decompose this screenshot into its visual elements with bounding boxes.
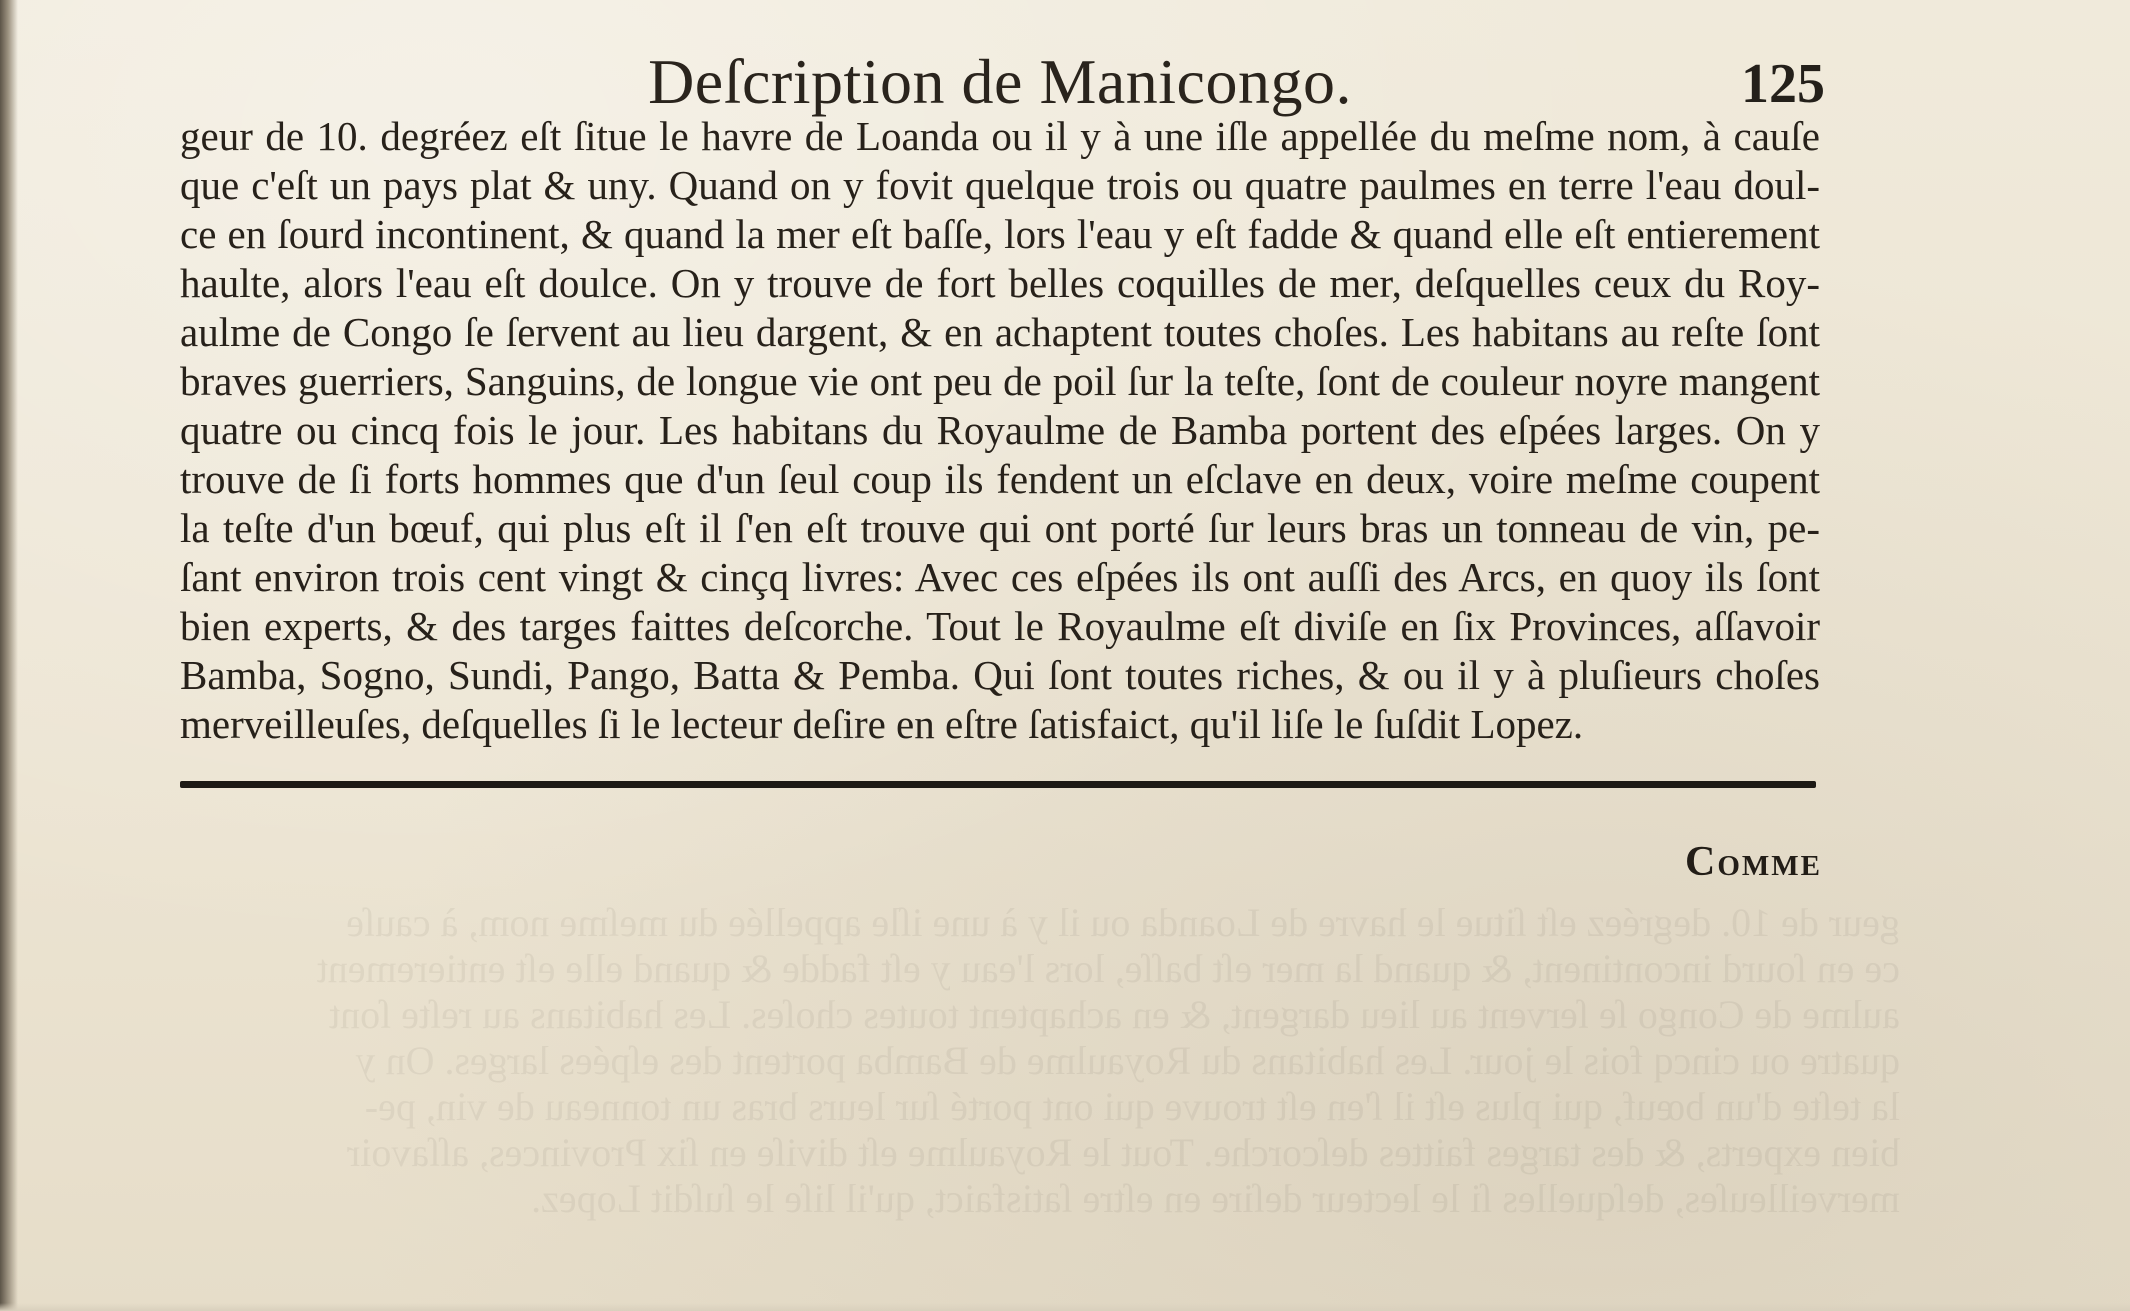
page-bottom-edge — [0, 1303, 2130, 1311]
show-through-line: geur de 10. degréez eſt ſitue le havre de Loanda ou il y à une iſle appellée du meſme nom, à cauſe — [346, 900, 1900, 945]
horizontal-rule — [180, 781, 1816, 788]
text-line: la teſte d'un bœuf, qui plus eſt il ſ'en eſt trouve qui ont porté ſur leurs bras un tonneau de vin, pe- — [180, 505, 1820, 551]
text-line: ſant environ trois cent vingt & cinçq livres: Avec ces eſpées ils ont auſſi des Arcs, en quoy ils ſont — [180, 554, 1820, 600]
text-line: ce en ſourd incontinent, & quand la mer eſt baſſe, lors l'eau y eſt fadde & quand elle eſt entierement — [180, 211, 1820, 257]
text-line: quatre ou cincq fois le jour. Les habitans du Royaulme de Bamba portent des eſpées larges. On y — [180, 407, 1820, 453]
text-line: que c'eſt un pays plat & uny. Quand on y fovit quelque trois ou quatre paulmes en terre l'eau doul- — [180, 162, 1820, 208]
text-line: Bamba, Sogno, Sundi, Pango, Batta & Pemba. Qui ſont toutes riches, & ou il y à pluſieurs choſes — [180, 652, 1820, 698]
show-through-line: ce en ſourd incontinent, & quand la mer eſt baſſe, lors l'eau y eſt fadde & quand elle eſt entierement — [316, 946, 1900, 991]
show-through-line: la teſte d'un bœuf, qui plus eſt il ſ'en eſt trouve qui ont porté ſur leurs bras un tonneau de vin, pe- — [364, 1084, 1900, 1129]
show-through-line: quatre ou cincq fois le jour. Les habitans du Royaulme de Bamba portent des eſpées larges. On y — [355, 1038, 1900, 1083]
running-head — [0, 42, 2130, 122]
show-through-line: bien experts, & des targes faittes deſcorche. Tout le Royaulme eſt diviſe en ſix Provinces, aſſavoir — [346, 1130, 1900, 1175]
running-title: Deſcription de Manicongo. — [648, 46, 1352, 117]
page-number: 125 — [1741, 53, 1825, 115]
text-line: geur de 10. degréez eſt ſitue le havre de Loanda ou il y à une iſle appellée du meſme nom, à cauſe — [180, 113, 1820, 159]
show-through-line: merveilleuſes, deſquelles ſi le lecteur deſire en eſtre ſatisfaict, qu'il liſe le ſuſdit Lopez. — [531, 1176, 1900, 1221]
text-line: bien experts, & des targes faittes deſcorche. Tout le Royaulme eſt diviſe en ſix Provinces, aſſavoir — [180, 603, 1820, 649]
text-line-last: merveilleuſes, deſquelles ſi le lecteur deſire en eſtre ſatisfaict, qu'il liſe le ſuſdit Lopez. — [180, 701, 1584, 747]
body-paragraph — [180, 112, 1820, 749]
text-line: trouve de ſi forts hommes que d'un ſeul coup ils fendent un eſclave en deux, voire meſme coupent — [180, 456, 1820, 502]
text-line: aulme de Congo ſe ſervent au lieu dargent, & en achaptent toutes choſes. Les habitans au reſte ſont — [180, 309, 1820, 355]
page-gutter-shadow — [0, 0, 18, 1311]
show-through-line: aulme de Congo ſe ſervent au lieu dargent, & en achaptent toutes choſes. Les habitans au reſte ſont — [329, 992, 1900, 1037]
catchword: Comme — [1685, 839, 1822, 885]
text-line: haulte, alors l'eau eſt doulce. On y trouve de fort belles coquilles de mer, deſquelles ceux du Roy- — [180, 260, 1820, 306]
text-line: braves guerriers, Sanguins, de longue vie ont peu de poil ſur la teſte, ſont de couleur noyre mangent — [180, 358, 1820, 404]
show-through-text — [200, 900, 1900, 1280]
